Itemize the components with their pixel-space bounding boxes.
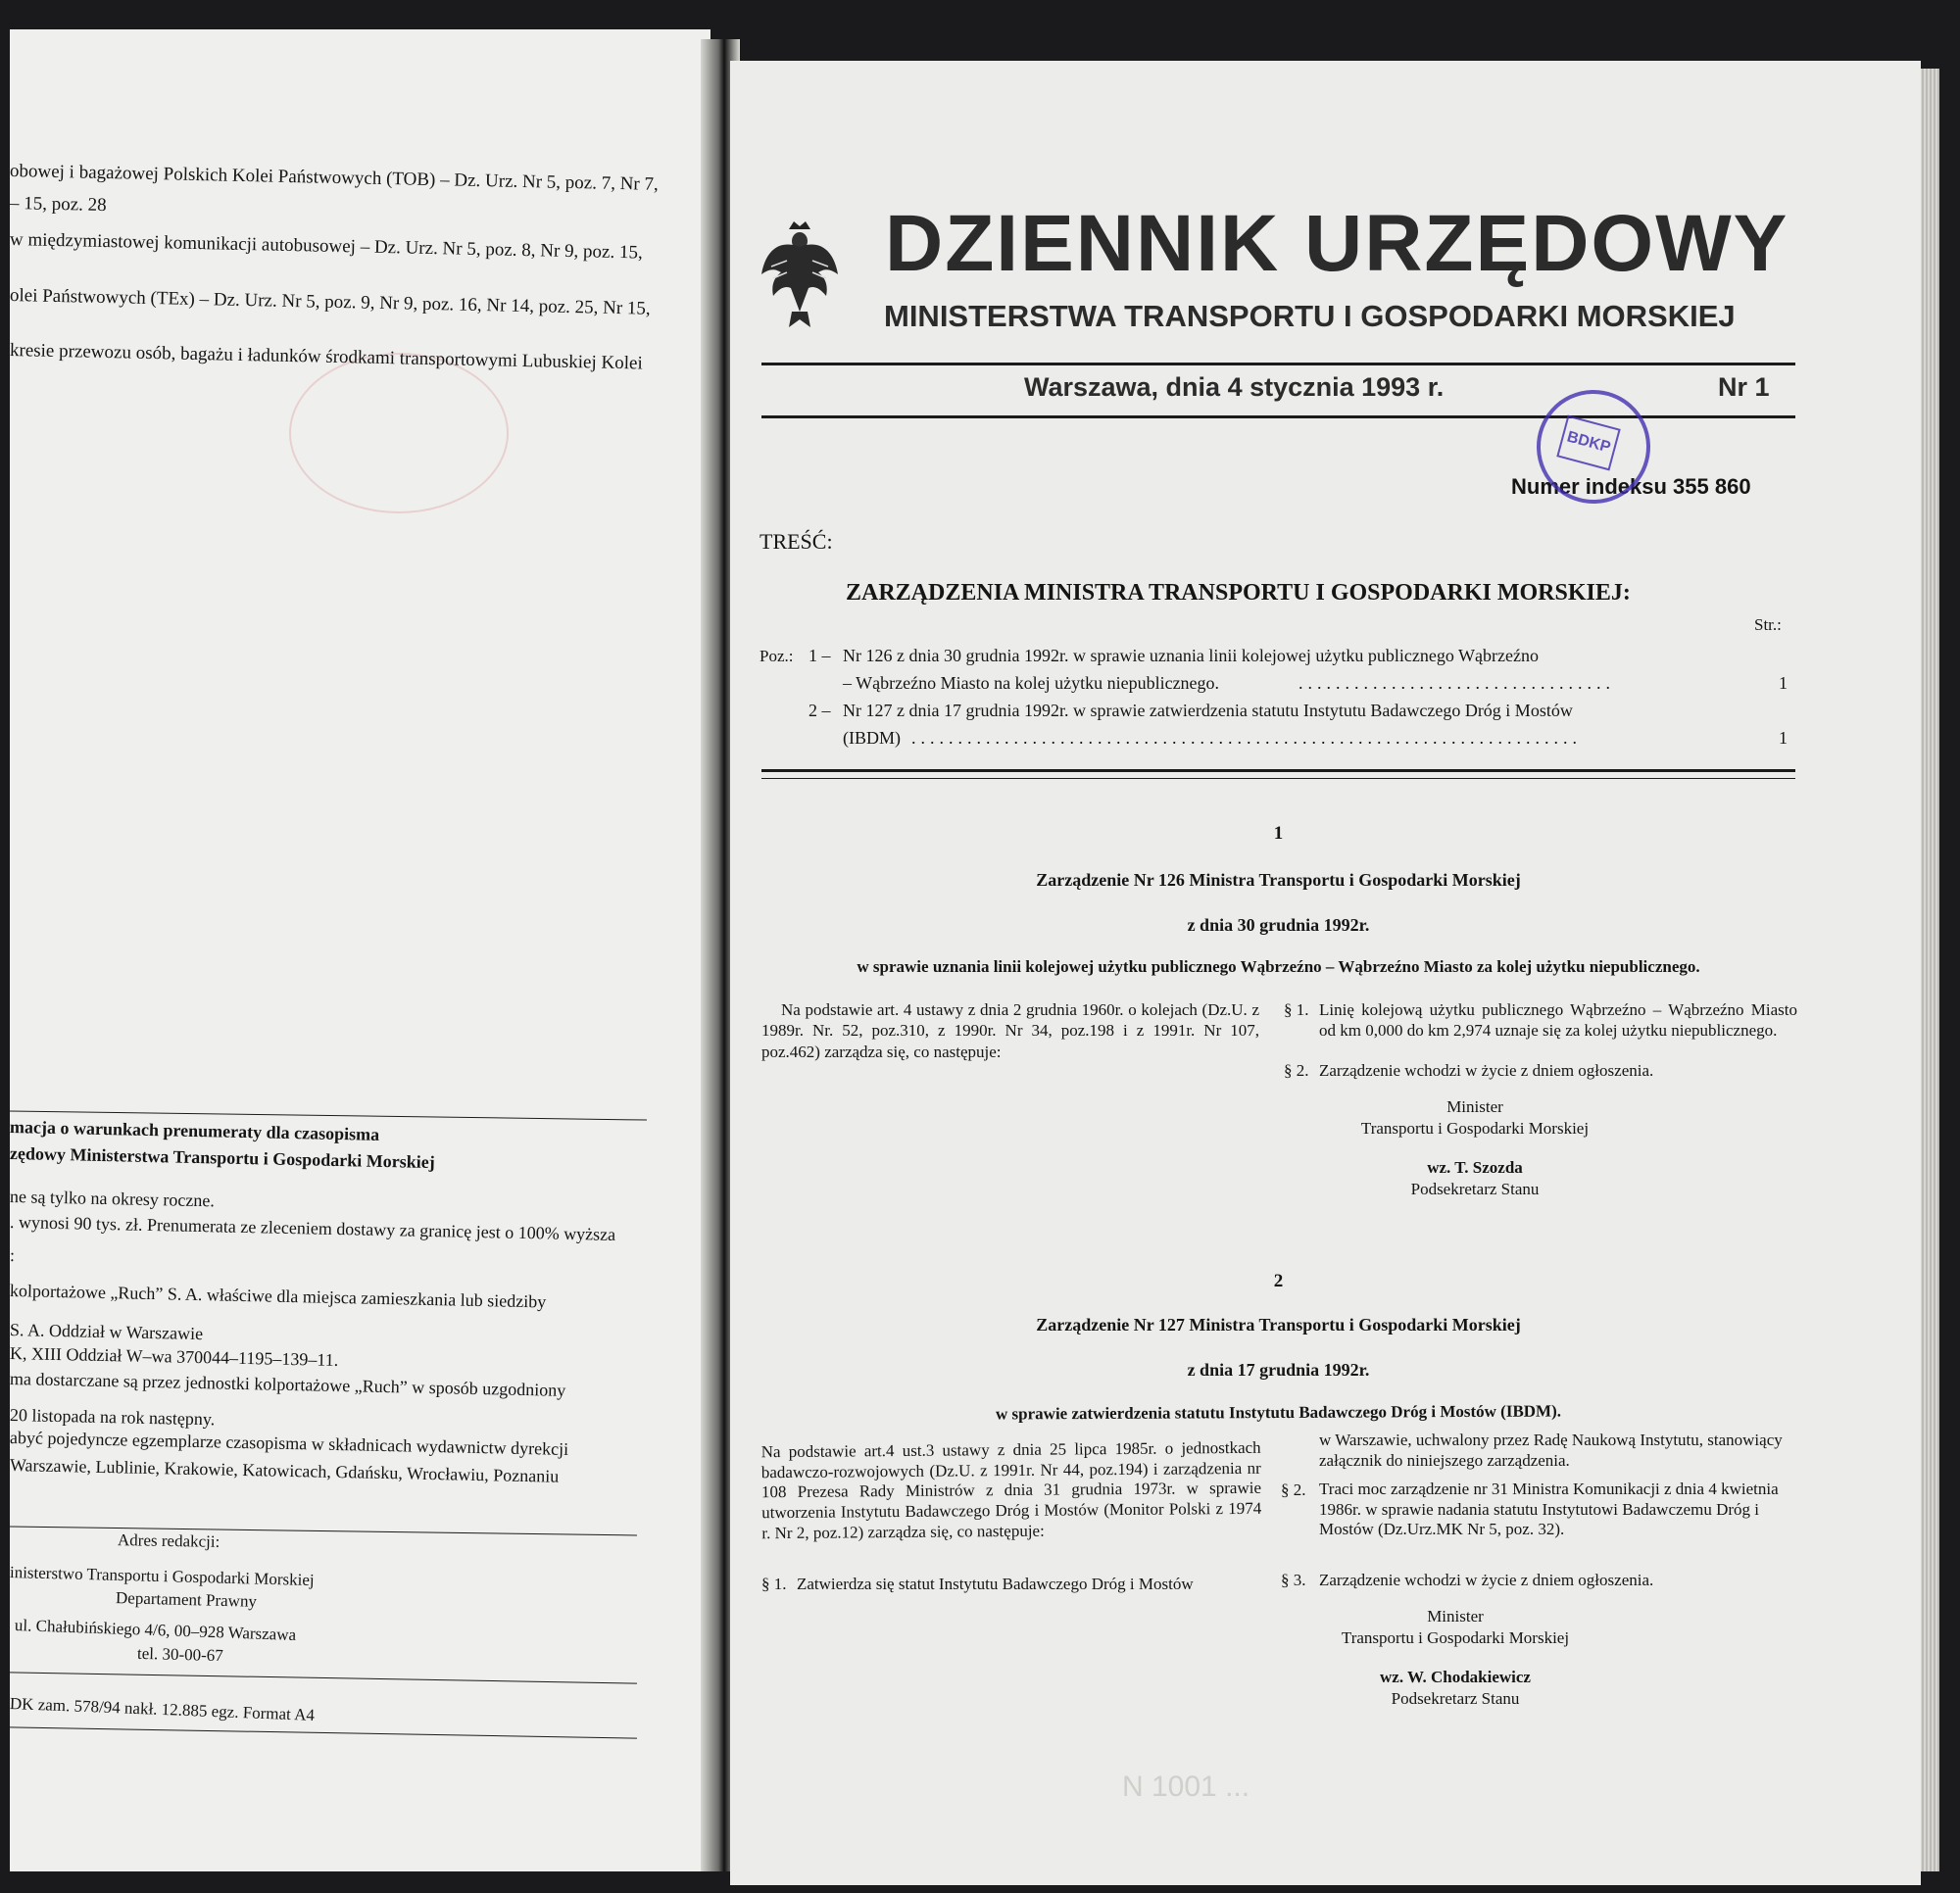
- contents-heading: ZARZĄDZENIA MINISTRA TRANSPORTU I GOSPODARKI MORSKIEJ:: [846, 580, 1631, 606]
- bleed-through-text: N 1001 ...: [1122, 1771, 1250, 1803]
- order-title: Zarządzenie Nr 126 Ministra Transportu i Gospodarki Morskiej: [1036, 870, 1521, 890]
- toc-item-number: 2 –: [808, 701, 831, 720]
- order-number: 1: [1273, 823, 1284, 844]
- divider: [10, 1672, 637, 1683]
- info-line: ma dostarczane są przez jednostki kolportażowe „Ruch” w sposób uzgodniony: [10, 1369, 566, 1400]
- eagle-emblem-icon: [760, 218, 840, 335]
- divider: [761, 769, 1795, 772]
- toc-item-title: (IBDM): [843, 728, 901, 748]
- left-line: olei Państwowych (TEx) – Dz. Urz. Nr 5, poz. 9, Nr 9, poz. 16, Nr 14, poz. 25, Nr 15,: [10, 285, 651, 319]
- info-line: 20 listopada na rok następny.: [10, 1405, 216, 1430]
- paragraph-text: Traci moc zarządzenie nr 31 Ministra Komunikacji z dnia 4 kwietnia 1986r. w sprawie nadania statutu Instytutowi Badawczemu Dróg i Mostów (Dz.Urz.MK Nr 5, poz. 32).: [1319, 1480, 1779, 1539]
- order-title: Zarządzenie Nr 127 Ministra Transportu i Gospodarki Morskiej: [1036, 1315, 1521, 1335]
- info-line: Warszawie, Lublinie, Krakowie, Katowicach, Gdańsku, Wrocławiu, Poznaniu: [10, 1455, 560, 1486]
- info-line: ne są tylko na okresy roczne.: [10, 1187, 216, 1211]
- address-line: Departament Prawny: [115, 1588, 258, 1611]
- contents-label: TREŚĆ:: [760, 529, 833, 554]
- info-line: :: [10, 1245, 16, 1266]
- toc-item-page: 1: [1779, 673, 1788, 693]
- index-number: Numer indeksu 355 860: [1511, 474, 1751, 499]
- info-line: kolportażowe „Ruch” S. A. właściwe dla miejsca zamieszkania lub siedziby: [10, 1281, 547, 1312]
- paragraph-number: § 2.: [1281, 1480, 1306, 1499]
- journal-title: DZIENNIK URZĘDOWY: [885, 199, 1789, 288]
- toc-item-number: 1 –: [808, 646, 831, 665]
- signature-line: Podsekretarz Stanu: [1391, 1689, 1520, 1708]
- poz-label: Poz.:: [760, 647, 794, 665]
- order-subject: w sprawie uznania linii kolejowej użytku publicznego Wąbrzeźno – Wąbrzeźno Miasto za kolej użytku niepublicznego.: [857, 957, 1700, 976]
- toc-item-title: – Wąbrzeźno Miasto na kolej użytku niepublicznego.: [843, 673, 1220, 693]
- order-preamble: Na podstawie art. 4 ustawy z dnia 2 grudnia 1960r. o kolejach (Dz.U. z 1989r. Nr. 52, poz.310, z 1990r. Nr 34, poz.198 i z 1991r. Nr 107, poz.462) zarządza się, co następuje:: [761, 1000, 1259, 1061]
- paragraph-text: Zarządzenie wchodzi w życie z dniem ogłoszenia.: [1319, 1571, 1654, 1589]
- toc-leader: ..................................: [1298, 673, 1615, 693]
- paragraph-number: § 2.: [1284, 1061, 1309, 1080]
- signature-name: wz. T. Szozda: [1427, 1158, 1523, 1177]
- paragraph-text: Zatwierdza się statut Instytutu Badawczego Dróg i Mostów: [797, 1575, 1194, 1593]
- address-title: Adres redakcji:: [117, 1530, 220, 1551]
- order-preamble: Na podstawie art.4 ust.3 ustawy z dnia 25 lipca 1985r. o jednostkach badawczo-rozwojowych (Dz.U. z 1991r. Nr 44, poz.194) i zarządzenia nr 108 Prezesa Rady Ministrów z dnia 31 grudnia 1973r. w sprawie utworzenia Instytutu Badawczego Dróg i Mostów (Monitor Polski z 1974 r. Nr 2, poz.12) zarządza się, co następuje:: [760, 1437, 1262, 1543]
- signature-line: Transportu i Gospodarki Morskiej: [1341, 1628, 1570, 1647]
- signature-line: Minister: [1446, 1097, 1503, 1116]
- info-line: . wynosi 90 tys. zł. Prenumerata ze zleceniem dostawy za granicę jest o 100% wyższa: [10, 1212, 616, 1244]
- left-line: obowej i bagażowej Polskich Kolei Państwowych (TOB) – Dz. Urz. Nr 5, poz. 7, Nr 7,: [10, 161, 659, 195]
- left-line: kresie przewozu osób, bagażu i ładunków środkami transportowymi Lubuskiej Kolei: [10, 340, 643, 374]
- order-subject: w sprawie zatwierdzenia statutu Instytutu Badawczego Dróg i Mostów (IBDM).: [995, 1401, 1562, 1424]
- order-number: 2: [1273, 1271, 1284, 1291]
- divider: [761, 363, 1795, 365]
- toc-leader: ........................................................................: [911, 728, 1582, 748]
- info-line: abyć pojedyncze egzemplarze czasopisma w składnicach wydawnictw dyrekcji: [10, 1428, 569, 1459]
- toc-item-page: 1: [1779, 728, 1788, 748]
- toc-item-title: Nr 127 z dnia 17 grudnia 1992r. w sprawie zatwierdzenia statutu Instytutu Badawczego Dróg i Mostów: [843, 701, 1573, 720]
- paragraph-number: § 1.: [1284, 1000, 1309, 1019]
- order-date: z dnia 17 grudnia 1992r.: [1187, 1360, 1370, 1380]
- issue-number: Nr 1: [1718, 372, 1770, 402]
- paragraph-text: w Warszawie, uchwalony przez Radę Naukową Instytutu, stanowiący załącznik do niniejszego zarządzenia.: [1319, 1431, 1783, 1470]
- journal-subtitle: MINISTERSTWA TRANSPORTU I GOSPODARKI MORSKIEJ: [884, 299, 1736, 333]
- signature-line: Transportu i Gospodarki Morskiej: [1360, 1119, 1590, 1138]
- paragraph-text: Zarządzenie wchodzi w życie z dniem ogłoszenia.: [1319, 1061, 1654, 1080]
- divider: [10, 1726, 637, 1738]
- paragraph-number: § 3.: [1281, 1571, 1306, 1589]
- issue-date: Warszawa, dnia 4 stycznia 1993 r.: [1024, 372, 1445, 402]
- page-column-label: Str.:: [1754, 615, 1782, 634]
- left-line: – 15, poz. 28: [10, 193, 107, 217]
- left-line: w międzymiastowej komunikacji autobusowej – Dz. Urz. Nr 5, poz. 8, Nr 9, poz. 15,: [10, 229, 643, 264]
- right-page: [730, 61, 1921, 1885]
- info-title: macja o warunkach prenumeraty dla czasopisma: [10, 1117, 380, 1144]
- left-page: [10, 29, 710, 1871]
- paragraph-text: Linię kolejową użytku publicznego Wąbrzeźno – Wąbrzeźno Miasto od km 0,000 do km 2,974 uznaje się za kolej użytku niepublicznego.: [1319, 1000, 1797, 1041]
- faded-stamp: [289, 353, 509, 513]
- toc-item-title: Nr 126 z dnia 30 grudnia 1992r. w sprawie uznania linii kolejowej użytku publicznego Wąbrzeźno: [843, 646, 1539, 665]
- info-line: S. A. Oddział w Warszawie: [10, 1320, 204, 1344]
- info-title: zędowy Ministerstwa Transportu i Gospodarki Morskiej: [10, 1143, 435, 1173]
- info-line: K, XIII Oddział W–wa 370044–1195–139–11.: [10, 1343, 339, 1371]
- signature-line: Minister: [1427, 1607, 1484, 1626]
- print-note: DK zam. 578/94 nakł. 12.885 egz. Format A4: [10, 1694, 316, 1724]
- order-date: z dnia 30 grudnia 1992r.: [1187, 915, 1370, 935]
- paragraph-number: § 1.: [761, 1575, 787, 1593]
- divider: [10, 1527, 637, 1536]
- address-line: tel. 30-00-67: [136, 1643, 224, 1666]
- signature-line: Podsekretarz Stanu: [1410, 1180, 1540, 1198]
- signature-name: wz. W. Chodakiewicz: [1380, 1668, 1531, 1686]
- address-line: ul. Chałubińskiego 4/6, 00–928 Warszawa: [14, 1616, 297, 1645]
- address-line: inisterstwo Transportu i Gospodarki Morskiej: [10, 1563, 315, 1590]
- library-stamp-label: BDKP: [1556, 415, 1620, 471]
- divider: [761, 778, 1795, 779]
